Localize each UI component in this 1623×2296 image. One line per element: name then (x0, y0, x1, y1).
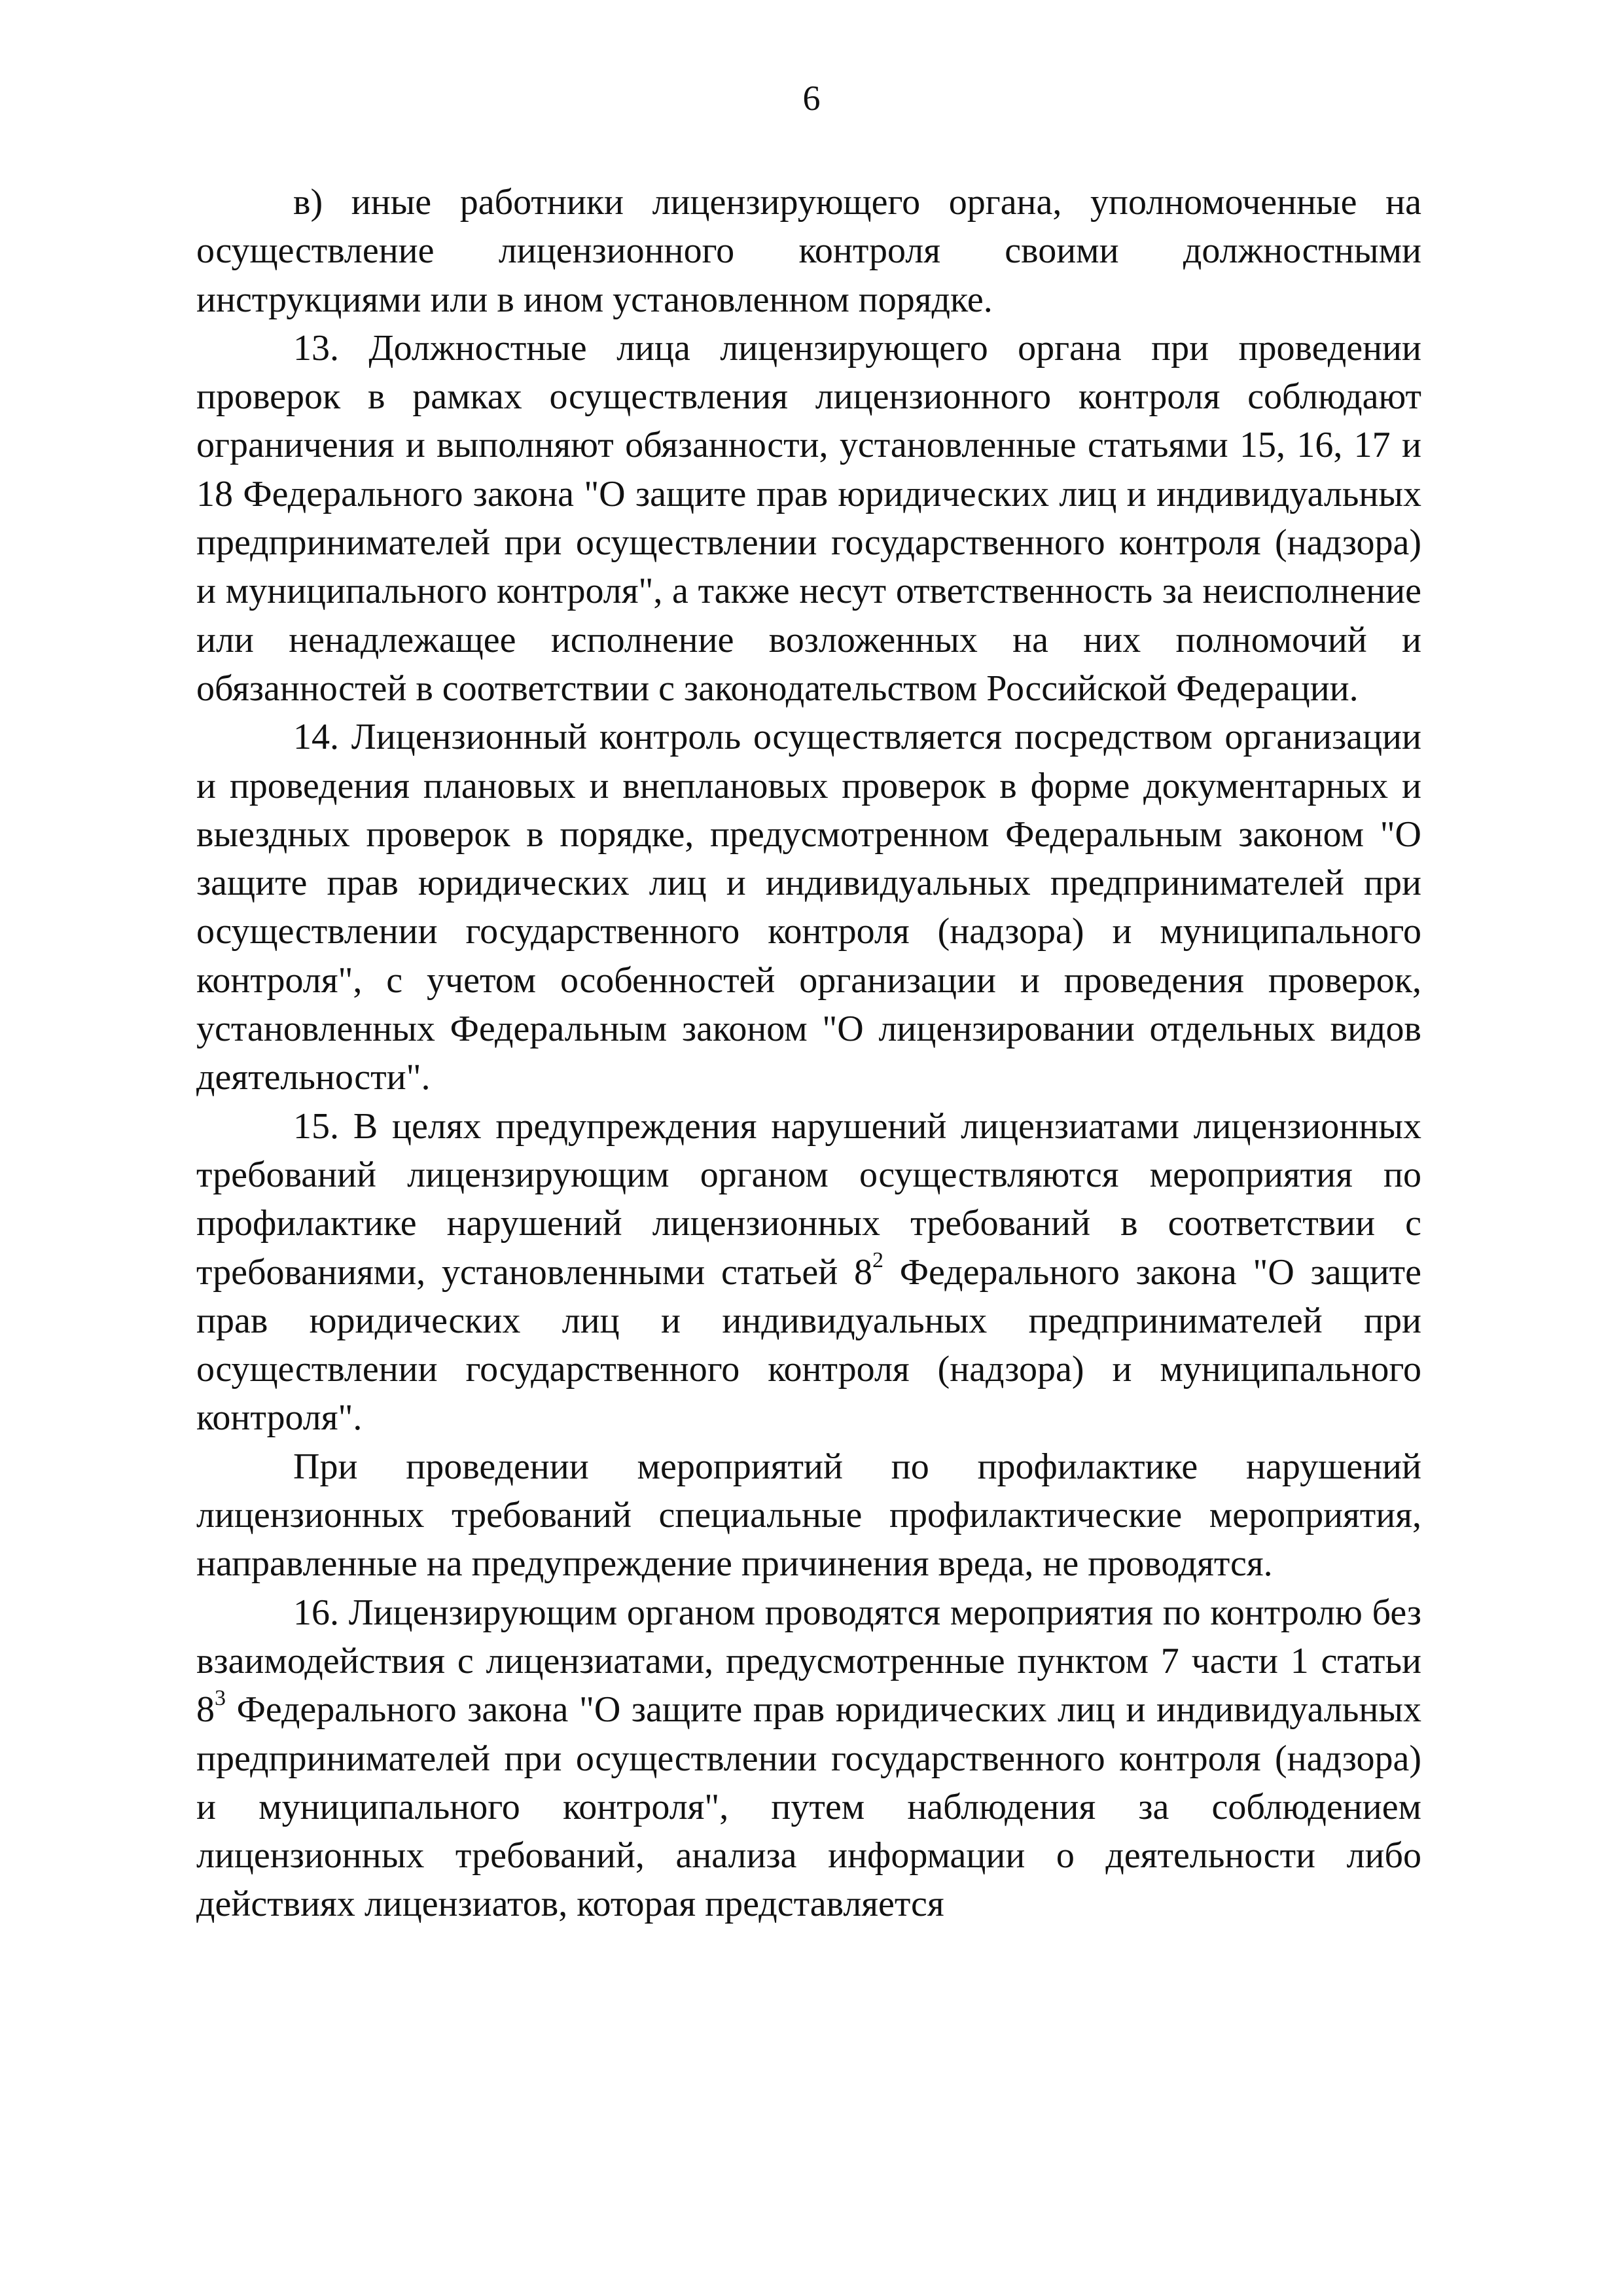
paragraph-15-continuation: При проведении мероприятий по профилактике нарушений лицензионных требований специальные профилактические мероприятия, направленные на предупреждение причинения вреда, не проводятся. (196, 1446, 1421, 1585)
paragraph-item-v: в) иные работники лицензирующего органа, уполномоченные на осуществление лицензионного контроля своими должностными инструкциями или в ином установленном порядке. (196, 182, 1421, 320)
document-body (196, 178, 1421, 1929)
paragraph-15-superscript: 2 (872, 1247, 884, 1272)
paragraph-16 (196, 1588, 1421, 1929)
paragraph-16-superscript: 3 (215, 1685, 226, 1710)
paragraph-16-text-start: 16. Лицензирующим органом проводятся мероприятия по контролю без взаимодействия с лицензиатами, предусмотренные пунктом 7 части 1 статьи 8 (196, 1592, 1421, 1731)
page-number: 6 (802, 79, 821, 118)
paragraph-15-text-end: Федерального закона "О защите прав юридических лиц и индивидуальных предпринимателей при осуществлении государственного контроля (надзора) и муниципального контроля". (196, 1251, 1421, 1439)
paragraph-13: 13. Должностные лица лицензирующего органа при проведении проверок в рамках осуществления лицензионного контроля соблюдают ограничения и выполняют обязанности, установленные статьями 15, 16, 17 и 18 Федерального закона "О защите прав юридических лиц и индивидуальных предпринимателей при осуществлении государственного контроля (надзора) и муниципального контроля", а также несут ответственность за неисполнение или ненадлежащее исполнение возложенных на них полномочий и обязанностей в соответствии с законодательством Российской Федерации. (196, 327, 1421, 709)
paragraph-15-text-start: 15. В целях предупреждения нарушений лицензиатами лицензионных требований лицензирующим органом осуществляются мероприятия по профилактике нарушений лицензионных требований в соответствии с требованиями, установленными статьей 8 (196, 1105, 1421, 1293)
paragraph-14: 14. Лицензионный контроль осуществляется посредством организации и проведения плановых и внеплановых проверок в форме документарных и выездных проверок в порядке, предусмотренном Федеральным законом "О защите прав юридических лиц и индивидуальных предпринимателей при осуществлении государственного контроля (надзора) и муниципального контроля", с учетом особенностей организации и проведения проверок, установленных Федеральным законом "О лицензировании отдельных видов деятельности". (196, 717, 1421, 1098)
paragraph-16-text-end: Федерального закона "О защите прав юридических лиц и индивидуальных предпринимателей при осуществлении государственного контроля (надзора) и муниципального контроля", путем наблюдения за соблюдением лицензионных требований, анализа информации о деятельности либо действиях лицензиатов, которая представляется (196, 1689, 1421, 1925)
paragraph-15 (196, 1102, 1421, 1443)
